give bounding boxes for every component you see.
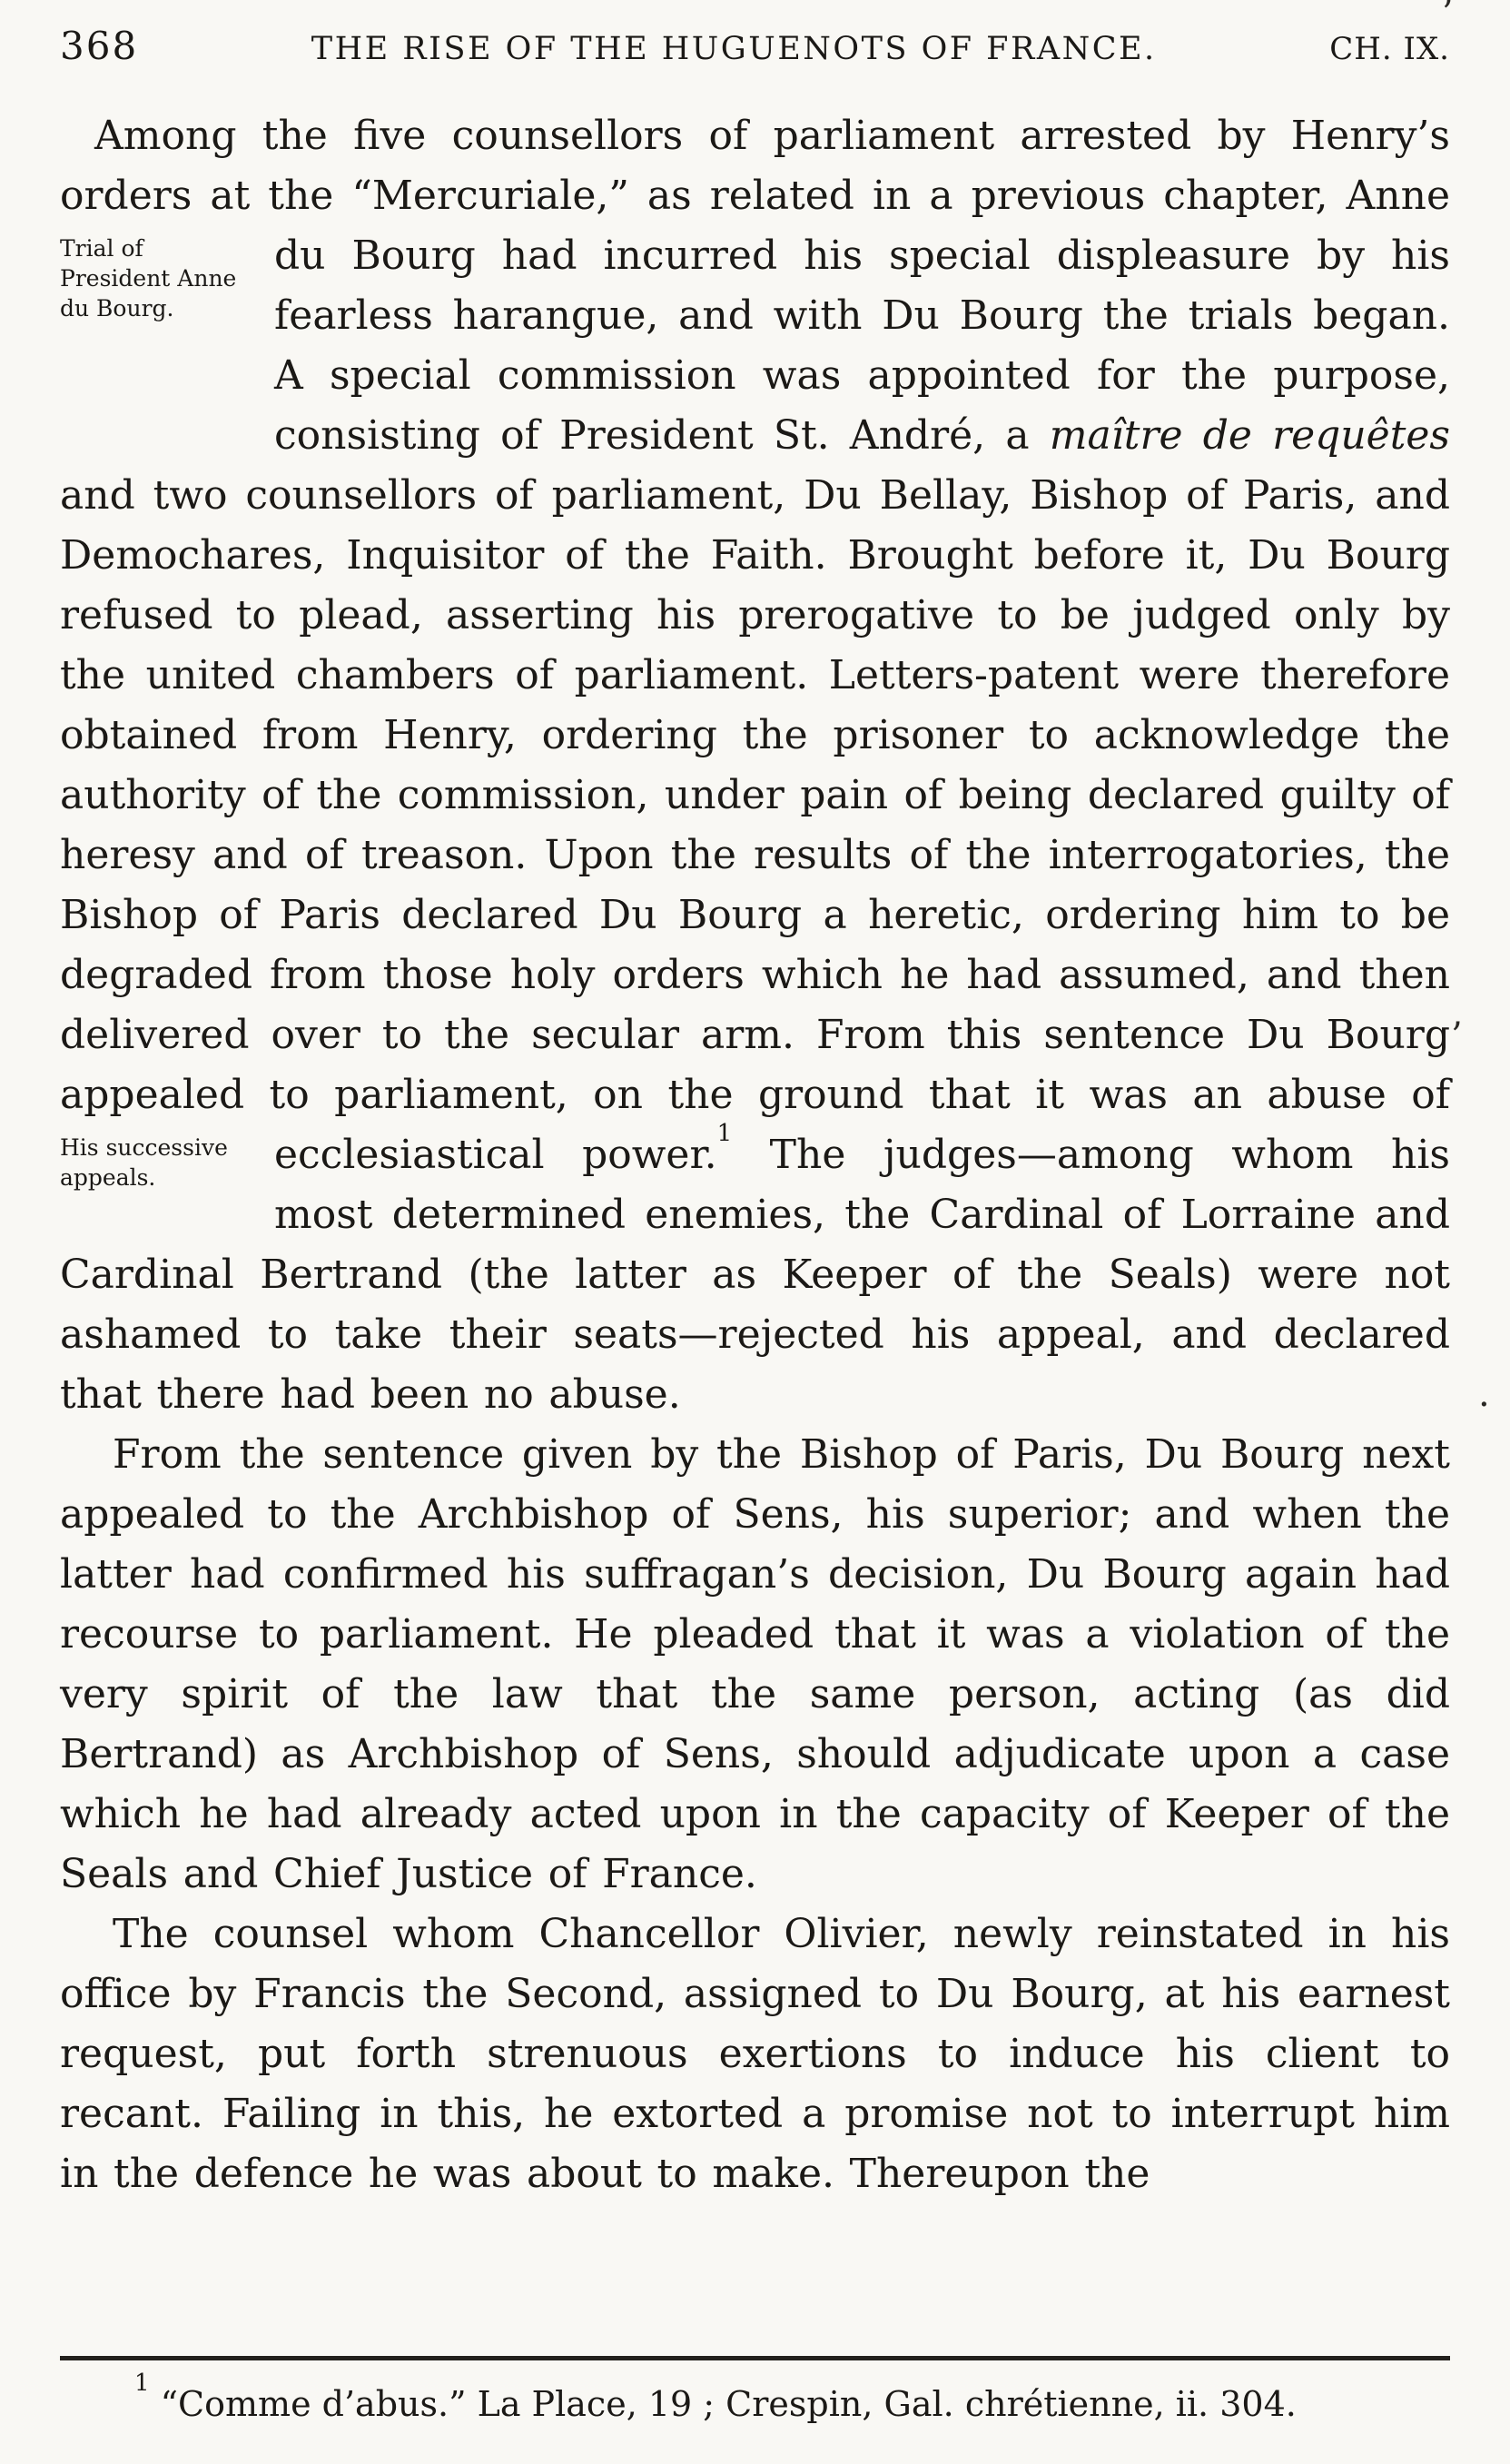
p1-text-a: Among the five counsellors of parliament arrested by Henry’s orders at the “Mercuriale,” as related in a previous chapter, xyxy=(60,113,1450,219)
sidenote-trial-of-du-bourg: Trial of President Anne du Bourg. xyxy=(60,235,237,322)
footnote-text: “Comme d’abus.” La Place, 19 ; Crespin, Gal. chrétienne, ii. 304. xyxy=(149,2384,1297,2424)
footnote-rule xyxy=(60,2356,1450,2360)
scan-artifact: ’ xyxy=(1451,1015,1463,1057)
footnote-area xyxy=(60,2356,1450,2426)
running-title: THE RISE OF THE HUGUENOTS OF FRANCE. xyxy=(311,31,1157,67)
p1-text-b: Anne du Bourg had incurred his special displeasure by his fearless harangue, and with Du Bourg the trials began. A special commission was appointed for the purpose, consisting of President St. André, a xyxy=(274,173,1450,459)
footnote-number: 1 xyxy=(134,2370,150,2398)
footnote xyxy=(60,2370,1450,2426)
page-body xyxy=(60,106,1450,2204)
p1-text-c: and two counsellors of parliament, Du Bellay, Bishop of Paris, and Demochares, Inquisitor of the Faith. Brought before it, Du Bourg refused to plead, asserting his prerogative to be judged only by the united chambers of parliament. Letters-patent were therefore obtained from Henry, ordering the prisoner to acknowledge the authority of the commission, under pain of being declared guilty of heresy and of treason. Upon the results of the interrogatories, the Bishop of Paris declared Du Bourg a heretic, ordering him to be degraded from those holy orders which he had assumed, and then delivered over to the secular arm. From this sentence Du Bourg appealed to parliament, on the ground that it was an abuse of xyxy=(60,472,1450,1118)
paragraph-2: From the sentence given by the Bishop of Paris, Du Bourg next appealed to the Archbishop of Sens, his superior; and when the latter had confirmed his suffragan’s decision, Du Bourg again had recourse to parliament. He pleaded that it was a violation of the very spirit of the law that the same person, acting (as did Bertrand) as Archbishop of Sens, should adjudicate upon a case which he had already acted upon in the capacity of Keeper of the Seals and Chief Justice of France. xyxy=(60,1431,1450,1897)
scan-artifact: . xyxy=(1478,1373,1490,1415)
p1-text-e: The judges—among whom his most determined enemies, the Cardinal of Lorraine and Cardinal Bertrand (the latter as Keeper of the Seals) were not ashamed to take their seats—rejected his appeal, and declared that there had been no abuse. xyxy=(60,1132,1450,1418)
page-number: 368 xyxy=(60,24,139,68)
footnote-reference: 1 xyxy=(716,1120,733,1148)
chapter-label: CH. IX. xyxy=(1329,31,1450,67)
page-header xyxy=(60,24,1450,68)
p1-text-d: ecclesiastical power. xyxy=(274,1132,717,1178)
paragraph-3: The counsel whom Chancellor Olivier, newly reinstated in his office by Francis the Second, assigned to Du Bourg, at his earnest request, put forth strenuous exertions to induce his client to recant. Failing in this, he extorted a promise not to interrupt him in the defence he was about to make. Thereupon the xyxy=(60,1911,1450,2197)
paragraph-1 xyxy=(60,106,1450,1425)
scan-artifact: ’ xyxy=(1442,0,1454,35)
sidenote-successive-appeals: His successive appeals. xyxy=(60,1134,228,1191)
italic-phrase: maître de requêtes xyxy=(1049,412,1451,459)
